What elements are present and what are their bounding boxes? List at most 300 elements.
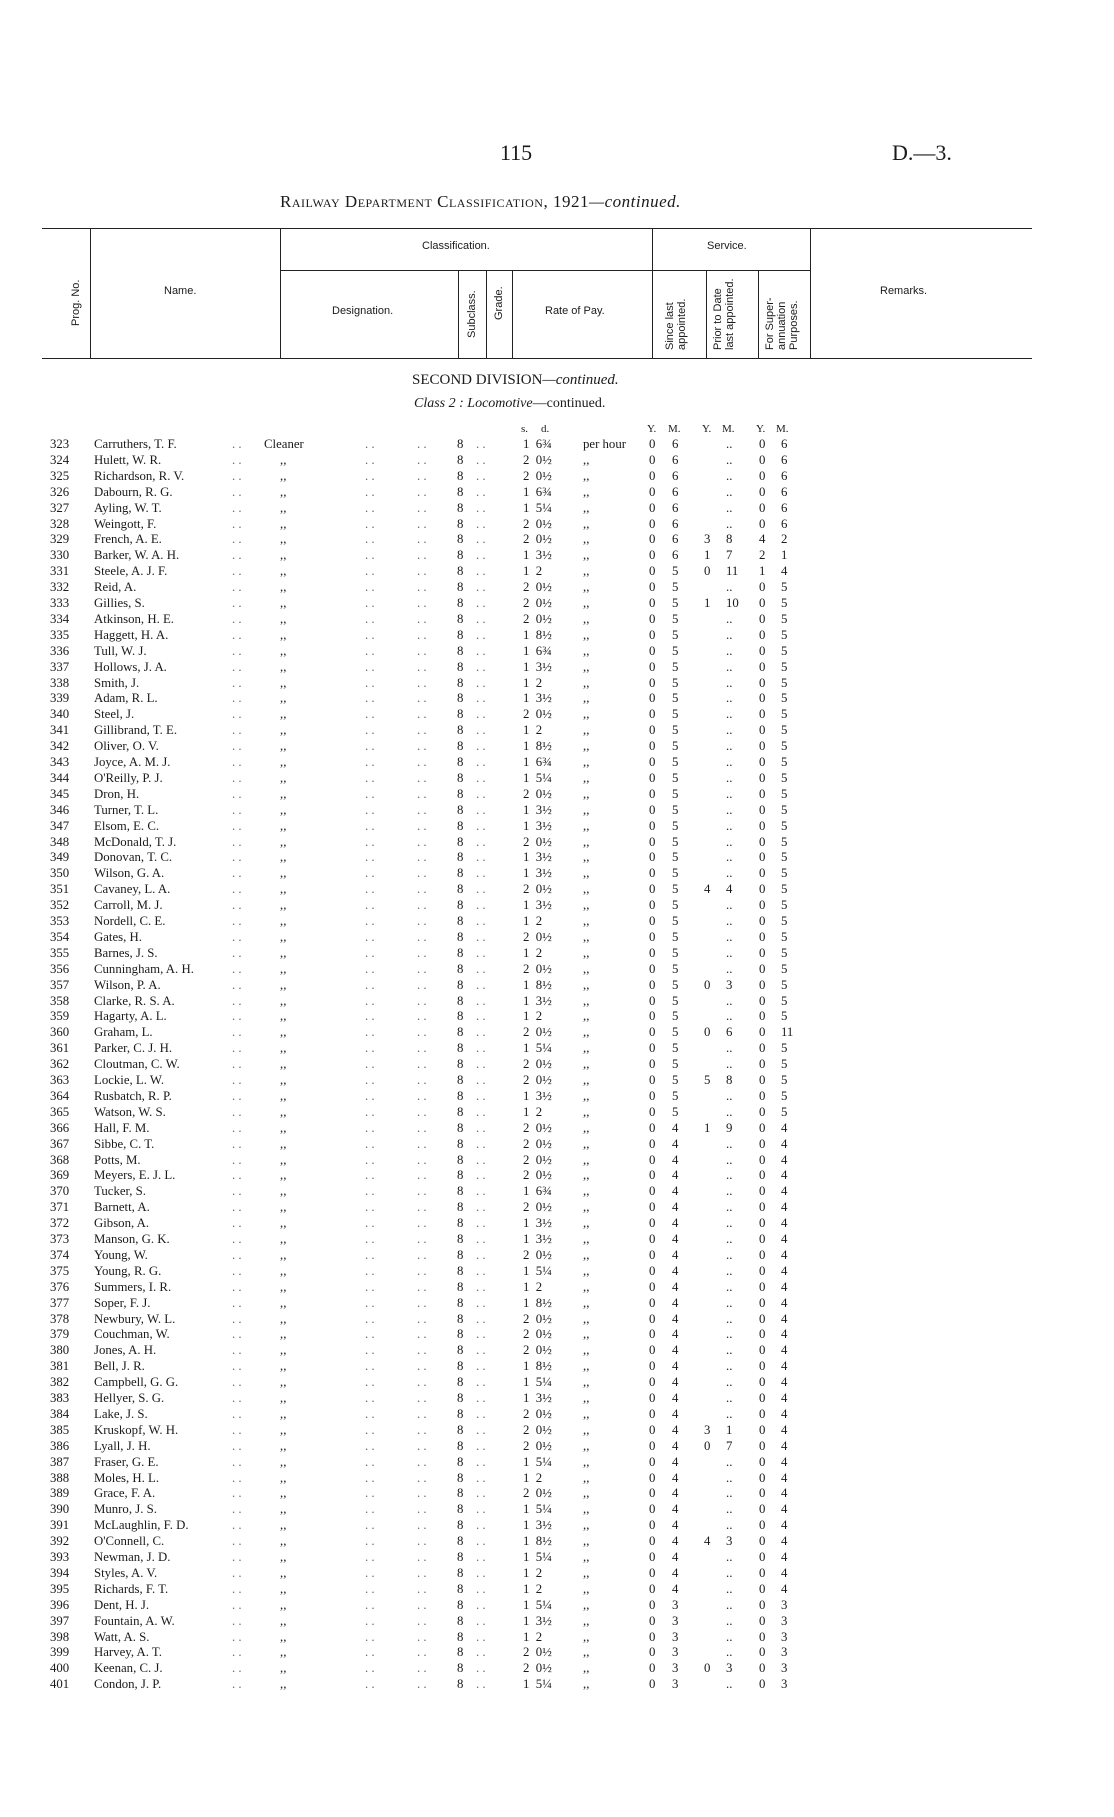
leader-dots: . .	[476, 1629, 486, 1644]
super-months: 4	[781, 1184, 788, 1199]
designation: ,,	[280, 484, 287, 499]
leader-dots: . .	[365, 914, 375, 928]
prior-months: ..	[726, 1232, 733, 1246]
rate-of-pay: 1 5¼	[523, 770, 552, 785]
table-row	[0, 803, 1114, 819]
table-row	[0, 628, 1114, 644]
rate-of-pay: 1 3½	[523, 548, 552, 563]
prior-months: ..	[726, 1216, 733, 1231]
since-months: 4	[672, 1502, 679, 1517]
super-months: 4	[781, 1359, 788, 1374]
leader-dots: . .	[365, 770, 375, 785]
prog-no: 335	[50, 627, 70, 642]
leader-dots: . .	[476, 500, 486, 515]
leader-dots: . .	[476, 1422, 486, 1437]
super-years: 0	[759, 1041, 766, 1056]
prog-no: 341	[50, 723, 70, 738]
super-years: 0	[759, 723, 766, 738]
leader-dots: . .	[417, 1216, 427, 1231]
super-months: 5	[781, 802, 788, 817]
employee-name: Hagarty, A. L.	[94, 1009, 167, 1024]
leader-dots: . .	[417, 1486, 427, 1501]
leader-dots: . .	[232, 1120, 242, 1135]
since-months: 4	[672, 1375, 679, 1390]
leader-dots: . .	[417, 1295, 427, 1310]
super-years: 0	[759, 1597, 766, 1612]
rate-unit: ,,	[583, 1104, 590, 1119]
leader-dots: . .	[417, 770, 427, 785]
leader-dots: . .	[417, 1088, 427, 1103]
table-row	[0, 787, 1114, 803]
designation: ,,	[280, 1073, 287, 1087]
prior-months: ..	[726, 802, 733, 817]
since-years: 0	[649, 1406, 656, 1421]
super-months: 5	[781, 929, 788, 944]
employee-name: Haggett, H. A.	[94, 627, 169, 642]
super-months: 6	[781, 484, 788, 499]
super-months: 3	[781, 1629, 788, 1644]
leader-dots: . .	[365, 786, 375, 801]
leader-dots: . .	[232, 1406, 242, 1421]
prog-no: 393	[50, 1550, 70, 1564]
prog-no: 357	[50, 977, 70, 992]
employee-name: Potts, M.	[94, 1152, 141, 1167]
leader-dots: . .	[365, 945, 375, 960]
super-years: 0	[759, 1565, 766, 1580]
super-years: 0	[759, 1009, 766, 1024]
subclass: 8	[457, 1629, 464, 1644]
leader-dots: . .	[365, 1597, 375, 1612]
class-label: Class 2 :	[414, 396, 464, 411]
leader-dots: . .	[417, 961, 427, 976]
table-row	[0, 1168, 1114, 1184]
designation: ,,	[280, 1088, 287, 1103]
leader-dots: . .	[476, 945, 486, 960]
leader-dots: . .	[365, 866, 375, 881]
prog-no: 372	[50, 1216, 70, 1231]
rate-unit: ,,	[583, 627, 590, 642]
since-years: 0	[649, 437, 656, 451]
leader-dots: . .	[365, 1168, 375, 1183]
leader-dots: . .	[232, 1375, 242, 1390]
since-years: 0	[649, 1057, 656, 1072]
designation: ,,	[280, 1645, 287, 1660]
division-continued: —continued.	[542, 372, 619, 388]
unit-pence: d.	[541, 423, 550, 435]
prior-months: ..	[726, 468, 733, 483]
rate-unit: per hour	[583, 437, 626, 451]
rate-unit: ,,	[583, 1279, 590, 1294]
prog-no: 386	[50, 1438, 70, 1453]
super-months: 5	[781, 977, 788, 992]
designation: ,,	[280, 1295, 287, 1310]
table-row	[0, 771, 1114, 787]
prior-months: ..	[726, 898, 733, 913]
leader-dots: . .	[417, 1629, 427, 1644]
designation: ,,	[280, 548, 287, 563]
subclass: 8	[457, 993, 464, 1008]
since-months: 5	[672, 1025, 679, 1040]
leader-dots: . .	[365, 1279, 375, 1294]
leader-dots: . .	[476, 1025, 486, 1040]
leader-dots: . .	[232, 1025, 242, 1040]
leader-dots: . .	[365, 850, 375, 865]
super-months: 5	[781, 659, 788, 674]
since-months: 5	[672, 707, 679, 722]
employee-name: Grace, F. A.	[94, 1486, 156, 1501]
since-years: 0	[649, 786, 656, 801]
leader-dots: . .	[417, 993, 427, 1008]
rate-unit: ,,	[583, 755, 590, 769]
since-months: 5	[672, 1088, 679, 1103]
super-years: 0	[759, 802, 766, 817]
since-years: 0	[649, 914, 656, 928]
rate-unit: ,,	[583, 1597, 590, 1612]
subclass: 8	[457, 643, 464, 658]
super-years: 0	[759, 659, 766, 674]
super-years: 0	[759, 1613, 766, 1628]
prog-no: 391	[50, 1518, 70, 1533]
subclass: 8	[457, 834, 464, 849]
leader-dots: . .	[232, 437, 242, 451]
designation: ,,	[280, 1343, 287, 1358]
rate-of-pay: 2 0½	[523, 1025, 552, 1040]
subclass: 8	[457, 532, 464, 547]
since-years: 0	[649, 1120, 656, 1135]
rate-of-pay: 2 0½	[523, 1152, 552, 1167]
prior-months: ..	[726, 484, 733, 499]
leader-dots: . .	[417, 802, 427, 817]
rate-of-pay: 1 3½	[523, 1216, 552, 1231]
super-years: 0	[759, 596, 766, 610]
leader-dots: . .	[417, 739, 427, 754]
super-months: 5	[781, 723, 788, 738]
leader-dots: . .	[232, 627, 242, 642]
leader-dots: . .	[365, 739, 375, 754]
table-row	[0, 930, 1114, 946]
since-years: 0	[649, 1518, 656, 1533]
since-months: 4	[672, 1454, 679, 1469]
leader-dots: . .	[476, 898, 486, 913]
designation: ,,	[280, 1025, 287, 1040]
leader-dots: . .	[232, 1565, 242, 1580]
designation: ,,	[280, 755, 287, 769]
designation: ,,	[280, 1184, 287, 1199]
subclass: 8	[457, 929, 464, 944]
super-months: 4	[781, 1534, 788, 1549]
super-months: 5	[781, 834, 788, 849]
leader-dots: . .	[476, 1216, 486, 1231]
leader-dots: . .	[365, 898, 375, 913]
leader-dots: . .	[417, 452, 427, 467]
employee-name: Barker, W. A. H.	[94, 548, 180, 563]
leader-dots: . .	[232, 1263, 242, 1278]
since-months: 4	[672, 1550, 679, 1564]
leader-dots: . .	[365, 1518, 375, 1533]
prior-years: 0	[704, 1661, 711, 1676]
rate-of-pay: 2 0½	[523, 468, 552, 483]
leader-dots: . .	[365, 1152, 375, 1167]
super-months: 4	[781, 1263, 788, 1278]
subclass: 8	[457, 1025, 464, 1040]
subclass: 8	[457, 882, 464, 897]
leader-dots: . .	[365, 1645, 375, 1660]
super-months: 5	[781, 882, 788, 897]
subclass: 8	[457, 1518, 464, 1533]
since-years: 0	[649, 659, 656, 674]
since-years: 0	[649, 1375, 656, 1390]
table-row	[0, 1661, 1114, 1677]
leader-dots: . .	[476, 1486, 486, 1501]
leader-dots: . .	[476, 1057, 486, 1072]
since-months: 3	[672, 1677, 679, 1692]
since-years: 0	[649, 643, 656, 658]
leader-dots: . .	[232, 1391, 242, 1405]
leader-dots: . .	[476, 1073, 486, 1087]
prior-months: ..	[726, 627, 733, 642]
designation: ,,	[280, 1661, 287, 1676]
rate-unit: ,,	[583, 1406, 590, 1421]
subclass: 8	[457, 1184, 464, 1199]
leader-dots: . .	[232, 452, 242, 467]
prog-no: 388	[50, 1470, 70, 1485]
prior-months: ..	[726, 580, 733, 595]
leader-dots: . .	[417, 1263, 427, 1278]
rate-unit: ,,	[583, 786, 590, 801]
employee-name: Hollows, J. A.	[94, 659, 167, 674]
rate-of-pay: 1 6¾	[523, 484, 552, 499]
leader-dots: . .	[417, 1502, 427, 1517]
leader-dots: . .	[232, 1073, 242, 1087]
subclass: 8	[457, 564, 464, 579]
employee-name: Hulett, W. R.	[94, 452, 162, 467]
subclass: 8	[457, 1375, 464, 1390]
super-months: 4	[781, 1550, 788, 1564]
super-months: 4	[781, 1232, 788, 1246]
since-years: 0	[649, 723, 656, 738]
super-months: 5	[781, 580, 788, 595]
prog-no: 331	[50, 564, 70, 579]
designation: ,,	[280, 691, 287, 706]
super-months: 5	[781, 739, 788, 754]
since-months: 3	[672, 1629, 679, 1644]
leader-dots: . .	[476, 564, 486, 579]
super-years: 0	[759, 1629, 766, 1644]
table-row	[0, 978, 1114, 994]
super-years: 0	[759, 1359, 766, 1374]
leader-dots: . .	[417, 723, 427, 738]
super-years: 0	[759, 1454, 766, 1469]
rate-unit: ,,	[583, 1629, 590, 1644]
leader-dots: . .	[232, 1279, 242, 1294]
super-months: 4	[781, 1247, 788, 1262]
since-years: 0	[649, 977, 656, 992]
prior-months: ..	[726, 452, 733, 467]
prior-months: ..	[726, 929, 733, 944]
rate-unit: ,,	[583, 1184, 590, 1199]
leader-dots: . .	[476, 1406, 486, 1421]
leader-dots: . .	[365, 1009, 375, 1024]
prior-months: ..	[726, 1200, 733, 1215]
rate-unit: ,,	[583, 1359, 590, 1374]
super-months: 5	[781, 786, 788, 801]
prior-months: 8	[726, 1073, 733, 1087]
super-months: 5	[781, 643, 788, 658]
leader-dots: . .	[417, 914, 427, 928]
leader-dots: . .	[232, 1502, 242, 1517]
leader-dots: . .	[476, 977, 486, 992]
employee-name: Turner, T. L.	[94, 802, 159, 817]
leader-dots: . .	[476, 643, 486, 658]
rate-of-pay: 1 2	[523, 1470, 543, 1485]
super-months: 5	[781, 627, 788, 642]
rate-unit: ,,	[583, 643, 590, 658]
since-years: 0	[649, 1645, 656, 1660]
leader-dots: . .	[476, 707, 486, 722]
since-months: 5	[672, 993, 679, 1008]
leader-dots: . .	[232, 580, 242, 595]
super-years: 0	[759, 977, 766, 992]
leader-dots: . .	[417, 500, 427, 515]
prog-no: 365	[50, 1104, 70, 1119]
rate-unit: ,,	[583, 1645, 590, 1660]
table-row	[0, 1280, 1114, 1296]
subclass: 8	[457, 1406, 464, 1421]
table-row	[0, 962, 1114, 978]
leader-dots: . .	[476, 1677, 486, 1692]
since-years: 0	[649, 739, 656, 754]
designation: ,,	[280, 1041, 287, 1056]
super-years: 4	[759, 532, 766, 547]
subclass: 8	[457, 1470, 464, 1485]
since-months: 4	[672, 1279, 679, 1294]
since-months: 4	[672, 1470, 679, 1485]
prog-no: 325	[50, 468, 70, 483]
rate-of-pay: 1 2	[523, 1009, 543, 1024]
prior-months: ..	[726, 1597, 733, 1612]
subclass: 8	[457, 1438, 464, 1453]
leader-dots: . .	[365, 596, 375, 610]
employee-name: Wilson, G. A.	[94, 866, 165, 881]
table-row	[0, 1423, 1114, 1439]
rate-unit: ,,	[583, 1009, 590, 1024]
leader-dots: . .	[365, 707, 375, 722]
leader-dots: . .	[232, 1613, 242, 1628]
employee-name: Fountain, A. W.	[94, 1613, 175, 1628]
table-row	[0, 1089, 1114, 1105]
leader-dots: . .	[365, 1263, 375, 1278]
prog-no: 367	[50, 1136, 70, 1151]
super-months: 4	[781, 1216, 788, 1231]
subclass: 8	[457, 1454, 464, 1469]
table-row	[0, 882, 1114, 898]
leader-dots: . .	[476, 468, 486, 483]
rate-of-pay: 2 0½	[523, 882, 552, 897]
subclass: 8	[457, 977, 464, 992]
table-row	[0, 1455, 1114, 1471]
rate-of-pay: 1 5¼	[523, 500, 552, 515]
super-months: 1	[781, 548, 788, 563]
subclass: 8	[457, 1677, 464, 1692]
super-years: 0	[759, 1200, 766, 1215]
prog-no: 327	[50, 500, 70, 515]
page-title	[280, 192, 681, 212]
prog-no: 360	[50, 1025, 70, 1040]
leader-dots: . .	[417, 1057, 427, 1072]
leader-dots: . .	[232, 739, 242, 754]
rate-of-pay: 1 8½	[523, 977, 552, 992]
super-months: 5	[781, 993, 788, 1008]
since-months: 4	[672, 1263, 679, 1278]
title-main: Railway Department Classification	[280, 192, 544, 211]
leader-dots: . .	[417, 1343, 427, 1358]
prior-months: ..	[726, 675, 733, 690]
since-years: 0	[649, 993, 656, 1008]
leader-dots: . .	[476, 596, 486, 610]
prog-no: 392	[50, 1534, 70, 1549]
leader-dots: . .	[232, 1168, 242, 1183]
prog-no: 401	[50, 1677, 70, 1692]
leader-dots: . .	[365, 1438, 375, 1453]
designation: ,,	[280, 1391, 287, 1405]
subclass: 8	[457, 500, 464, 515]
prog-no: 371	[50, 1200, 70, 1215]
leader-dots: . .	[417, 1120, 427, 1135]
since-years: 0	[649, 580, 656, 595]
rate-unit: ,,	[583, 596, 590, 610]
super-years: 0	[759, 452, 766, 467]
super-months: 5	[781, 691, 788, 706]
prog-no: 334	[50, 611, 70, 626]
prior-months: ..	[726, 1565, 733, 1580]
prog-no: 377	[50, 1295, 70, 1310]
leader-dots: . .	[476, 1597, 486, 1612]
prog-no: 356	[50, 961, 70, 976]
super-years: 0	[759, 834, 766, 849]
leader-dots: . .	[417, 1391, 427, 1405]
leader-dots: . .	[232, 1327, 242, 1342]
leader-dots: . .	[476, 1613, 486, 1628]
leader-dots: . .	[365, 627, 375, 642]
leader-dots: . .	[365, 802, 375, 817]
super-months: 4	[781, 1136, 788, 1151]
leader-dots: . .	[232, 723, 242, 738]
super-years: 0	[759, 1422, 766, 1437]
super-months: 5	[781, 675, 788, 690]
super-years: 0	[759, 516, 766, 531]
subclass: 8	[457, 1247, 464, 1262]
leader-dots: . .	[417, 1184, 427, 1199]
rate-unit: ,,	[583, 1518, 590, 1533]
subclass: 8	[457, 1200, 464, 1215]
leader-dots: . .	[365, 1677, 375, 1692]
designation: ,,	[280, 1327, 287, 1342]
prog-no: 397	[50, 1613, 70, 1628]
prior-months: ..	[726, 1502, 733, 1517]
employee-name: Jones, A. H.	[94, 1343, 157, 1358]
designation: ,,	[280, 1677, 287, 1692]
unit-months-since: M.	[668, 423, 681, 435]
since-years: 0	[649, 675, 656, 690]
leader-dots: . .	[476, 850, 486, 865]
leader-dots: . .	[232, 1597, 242, 1612]
employee-name: Gibson, A.	[94, 1216, 150, 1231]
super-months: 5	[781, 818, 788, 833]
prior-months: 10	[726, 596, 739, 610]
leader-dots: . .	[476, 723, 486, 738]
rate-unit: ,,	[583, 1327, 590, 1342]
rate-unit: ,,	[583, 1534, 590, 1549]
